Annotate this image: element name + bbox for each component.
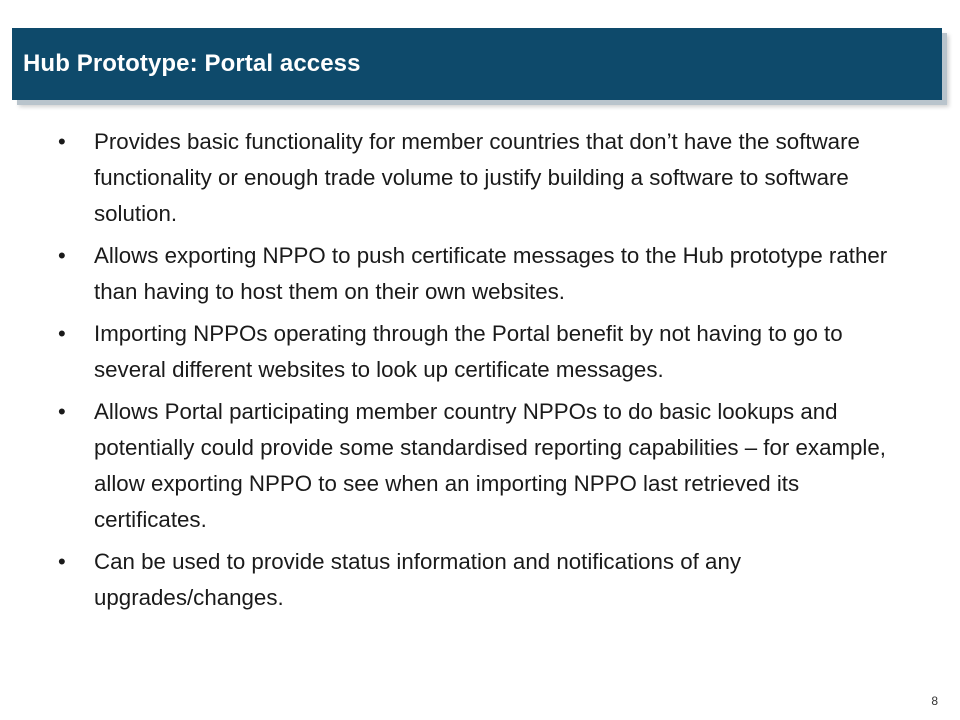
bullet-text: Allows exporting NPPO to push certificate messages to the Hub prototype rather than having to host them on their own websites. bbox=[94, 243, 888, 304]
page-number: 8 bbox=[931, 694, 938, 708]
slide-title: Hub Prototype: Portal access bbox=[23, 50, 361, 77]
bullet-text: Can be used to provide status information and notifications of any upgrades/changes. bbox=[94, 549, 742, 610]
bullet-item bbox=[58, 124, 908, 232]
bullet-text: Allows Portal participating member country NPPOs to do basic lookups and potentially could provide some standardised reporting capabilities – for example, allow exporting NPPO to see when an importing NPPO last retrieved its certificates. bbox=[94, 399, 886, 532]
bullet-item bbox=[58, 394, 908, 538]
bullet-text: Provides basic functionality for member countries that don’t have the software functionality or enough trade volume to justify building a software to software solution. bbox=[94, 129, 860, 226]
bullet-icon: • bbox=[58, 549, 66, 574]
bullet-item bbox=[58, 238, 908, 310]
bullet-text: Importing NPPOs operating through the Portal benefit by not having to go to several different websites to look up certificate messages. bbox=[94, 321, 843, 382]
bullet-icon: • bbox=[58, 243, 66, 268]
bullet-icon: • bbox=[58, 399, 66, 424]
bullet-icon: • bbox=[58, 129, 66, 154]
bullet-item bbox=[58, 316, 908, 388]
bullet-list bbox=[58, 124, 908, 622]
title-bar bbox=[12, 28, 942, 100]
bullet-icon: • bbox=[58, 321, 66, 346]
bullet-item bbox=[58, 544, 908, 616]
